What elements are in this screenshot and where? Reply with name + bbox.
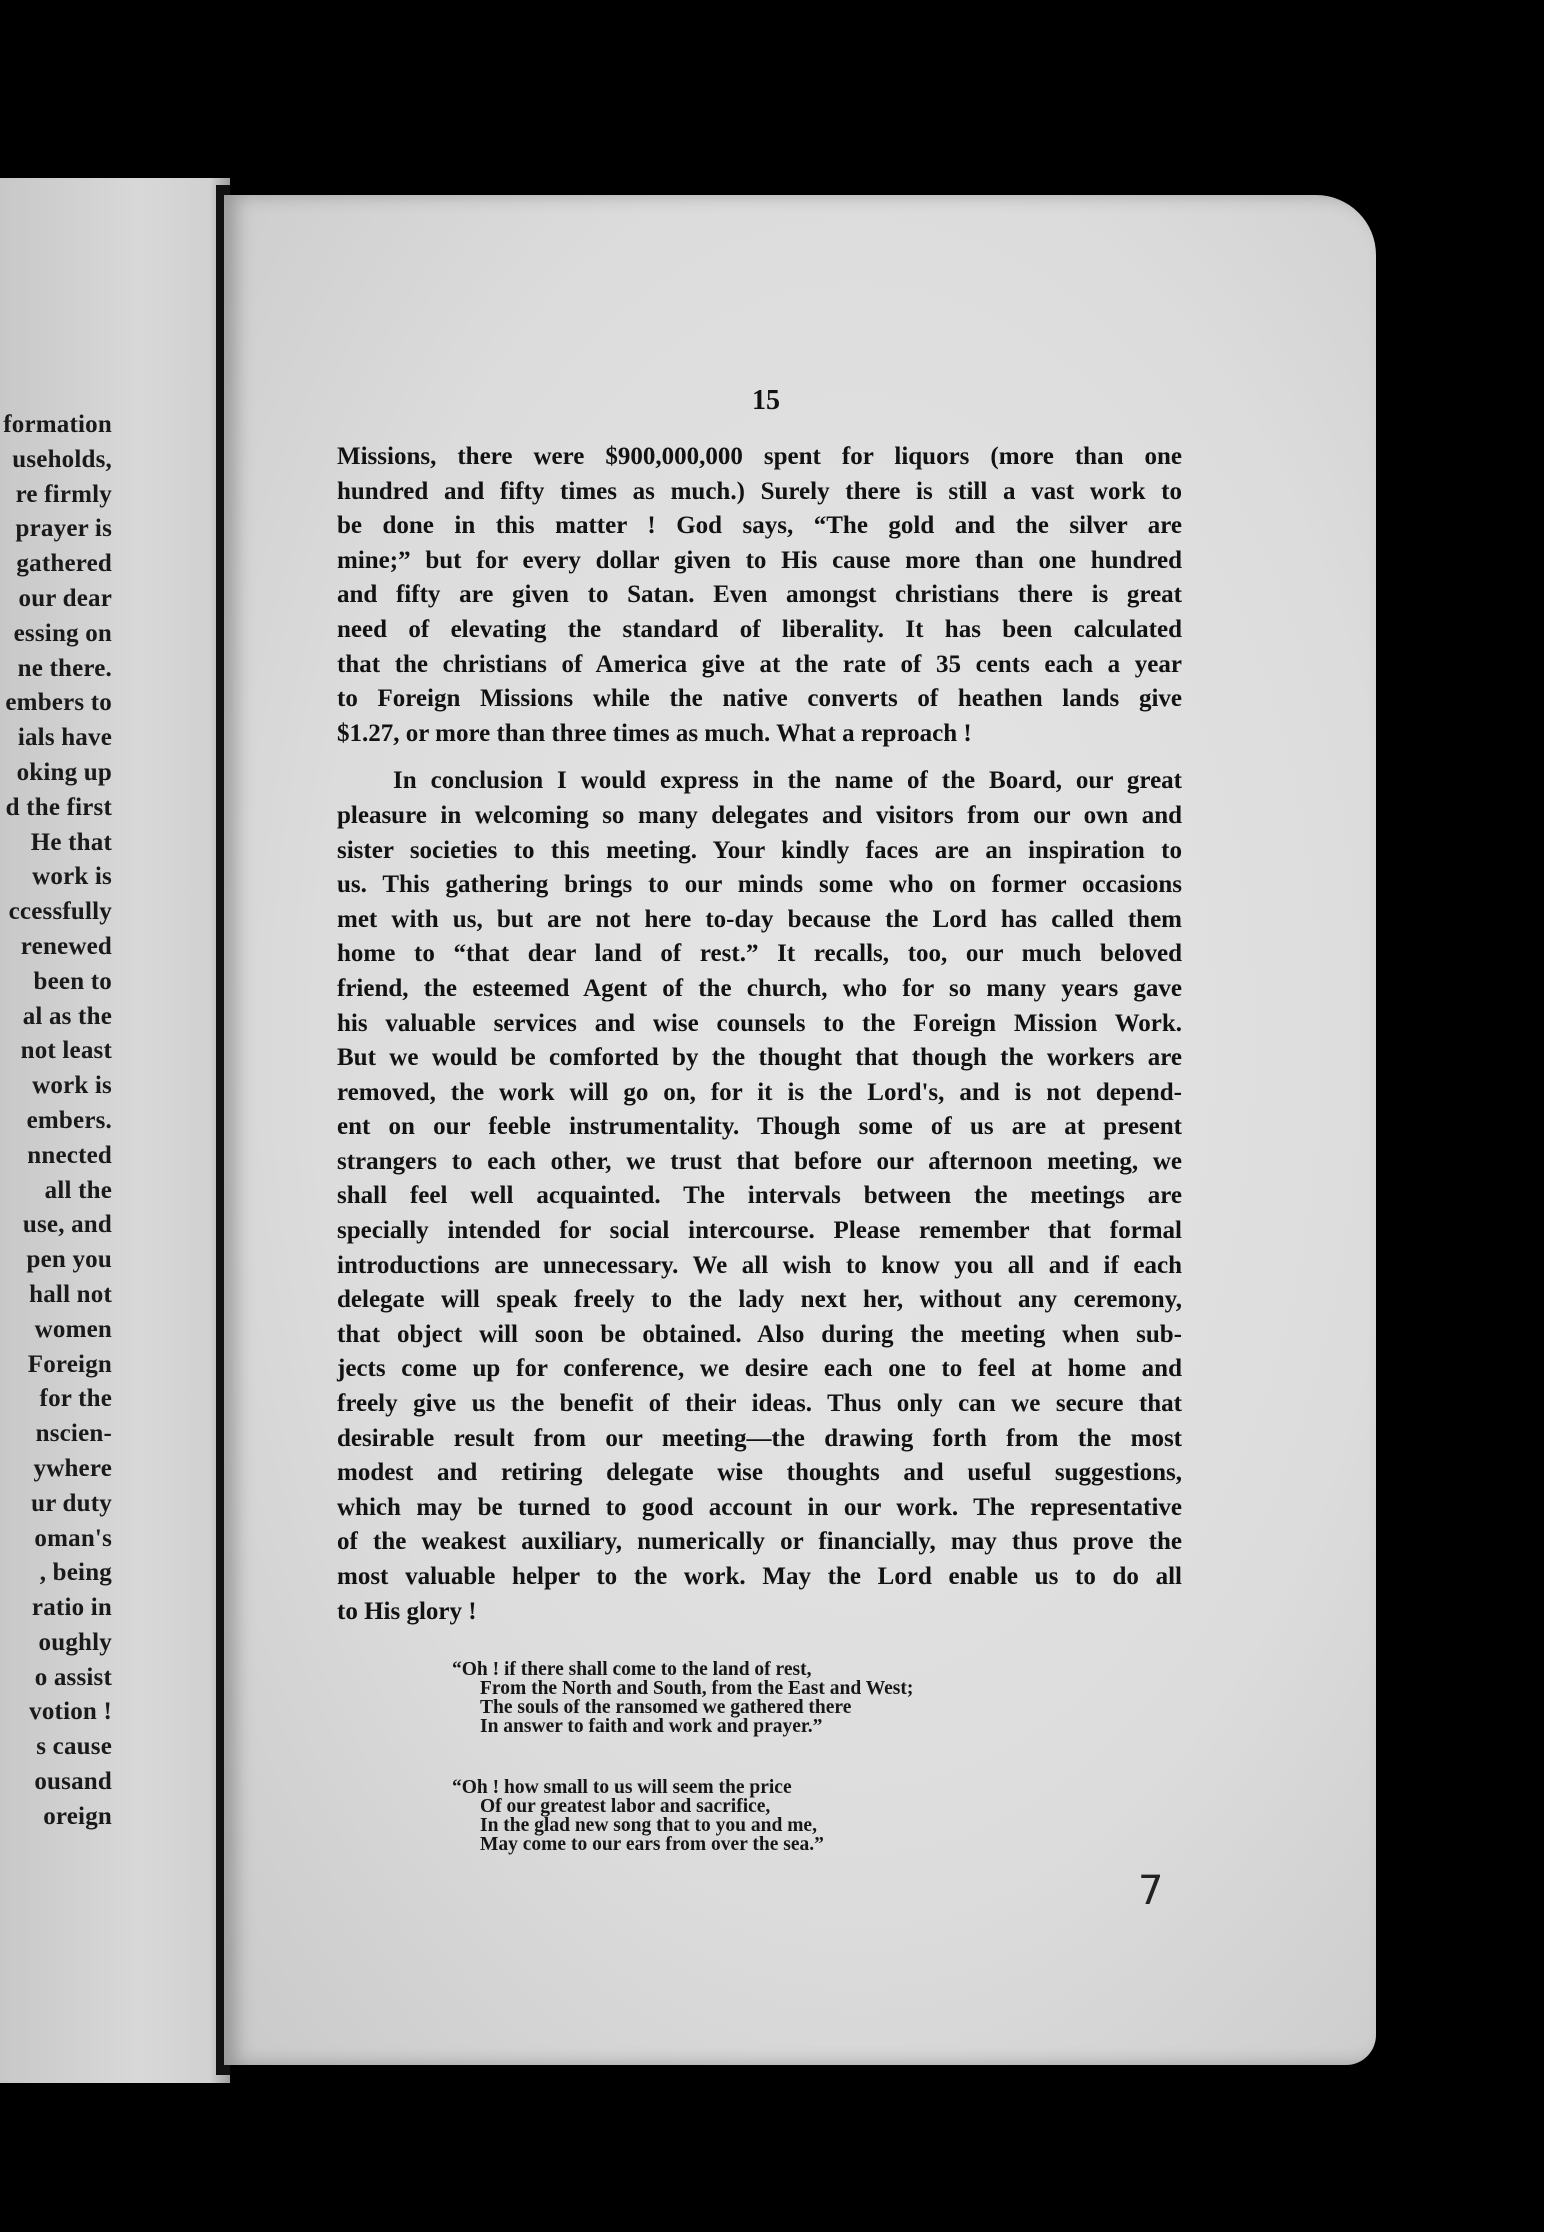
text-line: most valuable helper to the work. May the Lord enable us to do all (337, 1563, 1182, 1590)
left-page-line: nscien- (35, 1420, 112, 1448)
text-line: jects come up for conference, we desire each one to feel at home and (337, 1355, 1182, 1383)
left-page-line: ratio in (31, 1594, 112, 1622)
text-line: freely give us the benefit of their ideas. Thus only can we secure that (337, 1390, 1182, 1418)
left-page-line: ials have (17, 724, 112, 752)
text-line: introductions are unnecessary. We all wish to know you all and if each (337, 1251, 1182, 1279)
text-line: In conclusion I would express in the name of the Board, our great (393, 767, 1182, 795)
text-line: Missions, there were $900,000,000 spent for liquors (more than one (337, 443, 1182, 470)
left-page-line: Foreign (27, 1350, 112, 1378)
left-page-line: He that (30, 828, 112, 856)
page-number: 15 (752, 385, 780, 416)
text-line: hundred and fifty times as much.) Surely there is still a vast work to (337, 477, 1182, 505)
left-page-line: ousand (34, 1768, 112, 1796)
poem-stanza-2 (452, 1778, 1012, 1854)
text-line: strangers to each other, we trust that before our afternoon meeting, we (337, 1147, 1182, 1175)
left-page-line: nnected (27, 1141, 112, 1169)
text-line: that the christians of America give at the rate of 35 cents each a year (337, 650, 1182, 678)
body-text (337, 440, 1182, 1629)
left-page-line: women (34, 1315, 112, 1343)
left-page-line: oman's (34, 1524, 112, 1552)
text-line: of the weakest auxiliary, numerically or financially, may thus prove the (337, 1528, 1182, 1556)
text-line: shall feel well acquainted. The intervals between the meetings are (337, 1182, 1182, 1210)
left-page-line: work is (32, 1072, 112, 1100)
left-page-line: oreign (43, 1802, 112, 1830)
text-line: home to “that dear land of rest.” It recalls, too, our much beloved (337, 940, 1182, 968)
left-page-line: formation (3, 411, 112, 438)
left-page-line: use, and (22, 1211, 112, 1239)
text-line: and fifty are given to Satan. Even amongst christians there is great (337, 581, 1182, 609)
poem-line: In answer to faith and work and prayer.” (480, 1716, 823, 1737)
text-line: met with us, but are not here to-day because the Lord has called them (337, 905, 1182, 933)
poem-line: May come to our ears from over the sea.” (480, 1834, 824, 1855)
left-page-line: renewed (20, 932, 112, 960)
left-page-line: our dear (18, 584, 112, 612)
left-page-line: al as the (22, 1002, 112, 1030)
text-line: $1.27, or more than three times as much. What a reproach ! (337, 719, 972, 747)
poem-line: “Oh ! if there shall come to the land of rest, (452, 1659, 812, 1680)
left-page-line: all the (44, 1176, 112, 1204)
paragraph-1 (337, 440, 1182, 751)
paragraph-2 (337, 764, 1182, 1629)
left-page-line: d the first (5, 793, 112, 821)
left-page-line: ne there. (17, 654, 112, 682)
text-line: to Foreign Missions while the native converts of heathen lands give (337, 685, 1182, 713)
poem-line: In the glad new song that to you and me, (480, 1815, 817, 1836)
left-page-line: essing on (13, 619, 112, 647)
text-line: need of elevating the standard of liberality. It has been calculated (337, 615, 1182, 643)
text-line: friend, the esteemed Agent of the church, who for so many years gave (337, 974, 1182, 1002)
left-page-line: ywhere (33, 1454, 112, 1482)
left-page-line: pen you (26, 1246, 112, 1274)
text-line: to His glory ! (337, 1597, 477, 1625)
left-page-line: for the (39, 1385, 112, 1413)
left-page-line: votion ! (29, 1698, 112, 1726)
text-line: sister societies to this meeting. Your kindly faces are an inspiration to (337, 836, 1182, 864)
text-line: specially intended for social intercourse. Please remember that formal (337, 1217, 1182, 1245)
poem-stanza-1 (452, 1660, 1012, 1736)
left-page-line: s cause (36, 1733, 112, 1761)
left-page-text (0, 408, 112, 1835)
left-page-line: o assist (34, 1663, 112, 1691)
text-line: pleasure in welcoming so many delegates and visitors from our own and (337, 801, 1182, 829)
left-page-line: embers. (26, 1106, 112, 1134)
left-page-line: ur duty (31, 1489, 112, 1517)
text-line: modest and retiring delegate wise thoughts and useful suggestions, (337, 1459, 1182, 1487)
left-page-line: oking up (16, 758, 112, 786)
left-page-line: embers to (5, 689, 112, 717)
left-page-line: work is (32, 863, 112, 891)
text-line: desirable result from our meeting—the drawing forth from the most (337, 1424, 1182, 1452)
text-line: But we would be comforted by the thought that though the workers are (337, 1044, 1182, 1072)
left-page-line: oughly (38, 1628, 112, 1656)
left-page-line: gathered (16, 550, 112, 578)
poem-line: The souls of the ransomed we gathered there (480, 1697, 852, 1718)
text-line: ent on our feeble instrumentality. Though some of us are at present (337, 1113, 1182, 1141)
text-line: us. This gathering brings to our minds some who on former occasions (337, 871, 1182, 899)
text-line: removed, the work will go on, for it is the Lord's, and is not depend- (337, 1078, 1182, 1106)
text-line: be done in this matter ! God says, “The gold and the silver are (337, 512, 1182, 540)
text-line: that object will soon be obtained. Also during the meeting when sub- (337, 1320, 1182, 1348)
text-line: mine;” but for every dollar given to His cause more than one hundred (337, 546, 1182, 574)
left-page-line: ccessfully (8, 898, 112, 926)
poem-line: “Oh ! how small to us will seem the price (452, 1777, 792, 1798)
text-line: delegate will speak freely to the lady next her, without any ceremony, (337, 1286, 1182, 1314)
left-page-fragment (0, 178, 230, 2083)
poem-line: From the North and South, from the East and West; (480, 1678, 914, 1699)
left-page-line: not least (20, 1037, 112, 1065)
left-page-line: hall not (29, 1280, 112, 1308)
left-page-line: re firmly (15, 480, 112, 508)
poem-line: Of our greatest labor and sacrifice, (480, 1796, 771, 1817)
text-line: which may be turned to good account in our work. The representative (337, 1493, 1182, 1521)
left-page-line: prayer is (15, 515, 112, 543)
handwritten-margin-mark: 7 (1138, 1868, 1164, 1914)
text-line: his valuable services and wise counsels to the Foreign Mission Work. (337, 1009, 1182, 1037)
left-page-line: been to (33, 967, 112, 995)
left-page-line: , being (39, 1559, 112, 1587)
left-page-line: useholds, (12, 445, 112, 473)
